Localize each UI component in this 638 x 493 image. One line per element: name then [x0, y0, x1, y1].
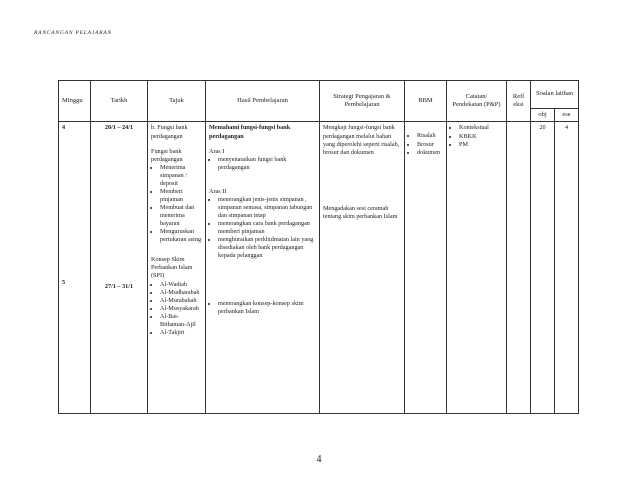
aras2-label: Aras II — [209, 187, 227, 195]
col-strategi: Strategi Pengajaran & Pembelajaran — [320, 81, 405, 122]
list-item: • Risalah — [417, 132, 443, 140]
bbm-list — [408, 132, 443, 156]
minggu-1: 4 — [62, 124, 66, 132]
hasil-2-list — [209, 300, 316, 316]
list-item: • KBKK — [459, 133, 503, 141]
tarikh-2: 27/1 – 31/1 — [104, 282, 134, 290]
list-item: • Al-Takjiri — [160, 329, 202, 337]
cell-catatan — [447, 122, 507, 414]
list-item: • Memberi pinjaman — [160, 188, 202, 204]
list-item: • Al-Bai-Bithaman-Ajil — [160, 313, 202, 329]
list-item: • Al-Mudharabah — [160, 289, 202, 297]
cell-tarikh — [91, 122, 148, 414]
strategi-2: Mengadakan sesi ceramah tentang skim perbankan Islam — [323, 204, 398, 220]
tajuk-1-list — [151, 164, 202, 245]
aras1-list — [209, 156, 316, 172]
list-item: • PM — [459, 141, 503, 149]
page-header: RANCANGAN PELAJARAN — [34, 30, 112, 36]
col-soalan: Soalan latihan — [531, 81, 579, 109]
list-item: • Membuat dan menerima bayaran — [160, 204, 202, 228]
col-hasil: Hasil Pembelajaran — [206, 81, 320, 122]
col-catatan: Catatan/ Pendekatan (P&P) — [447, 81, 507, 122]
list-item: • Al-Murabahah — [160, 297, 202, 305]
list-item: • Brosur — [417, 141, 443, 149]
col-bbm: BBM — [405, 81, 447, 122]
col-tajuk: Tajuk — [148, 81, 206, 122]
aras2-list — [209, 196, 316, 261]
list-item: • Al-Wadiah — [160, 281, 202, 289]
cell-strategi — [320, 122, 405, 414]
tajuk-1-sub: Fungsi bank perdagangan — [151, 147, 183, 163]
catatan-list — [450, 124, 503, 148]
cell-hasil — [206, 122, 320, 414]
list-item: • Al-Musyakarah — [160, 305, 202, 313]
tajuk-2-list — [151, 281, 202, 337]
cell-minggu — [59, 122, 91, 414]
list-item: • menyenaraikan fungsi bank perdagangan — [218, 156, 316, 172]
list-item: • Menguruskan pertukaran asing — [160, 228, 202, 244]
tajuk-1-title: b. Fungsi bank perdagangan — [151, 124, 188, 140]
aras1-label: Aras I — [209, 147, 225, 155]
cell-obj: 20 — [531, 122, 555, 414]
list-item: • menerangkan jenis-jenis simpanan , simpanan semasa, simpanan tabungan dan simpanan tetap — [218, 196, 316, 220]
table-row — [59, 122, 579, 414]
col-ese: ese — [555, 109, 579, 122]
col-obj: obj — [531, 109, 555, 122]
tajuk-2-title: Konsep Skim Perbankan Islam (SPI) — [151, 256, 193, 280]
list-item: • menerangkan konsep-konsep skim perbankan Islam — [218, 300, 316, 316]
lesson-plan-table — [58, 80, 579, 414]
minggu-2: 5 — [62, 278, 66, 286]
hasil-heading: Memahami fungsi-fungsi bank perdagangan — [209, 124, 291, 140]
cell-tajuk — [148, 122, 206, 414]
cell-refleksi — [507, 122, 531, 414]
cell-bbm — [405, 122, 447, 414]
col-refleksi: Refl eksi — [507, 81, 531, 122]
list-item: • menghuraikan perkhidmatan lain yang disediakan oleh bank perdagangan kepada pelanggan — [218, 236, 316, 260]
strategi-1: Mengkaji fungsi-fungsi bank perdagangan melalui bahan yang diperolehi seperti risalah, brosur dan dokumen — [323, 124, 400, 156]
page-number: 4 — [316, 454, 322, 465]
list-item: • dokumen — [417, 149, 443, 157]
tarikh-1: 20/1 – 24/1 — [104, 124, 134, 132]
list-item: • Menerima simpanan / deposit — [160, 164, 202, 188]
col-minggu: Minggu — [59, 81, 91, 122]
list-item: • menerangkan cara bank perdagangan memberi pinjaman — [218, 220, 316, 236]
cell-ese: 4 — [555, 122, 579, 414]
col-tarikh: Tarikh — [91, 81, 148, 122]
list-item: • Kontekstual — [459, 124, 503, 132]
